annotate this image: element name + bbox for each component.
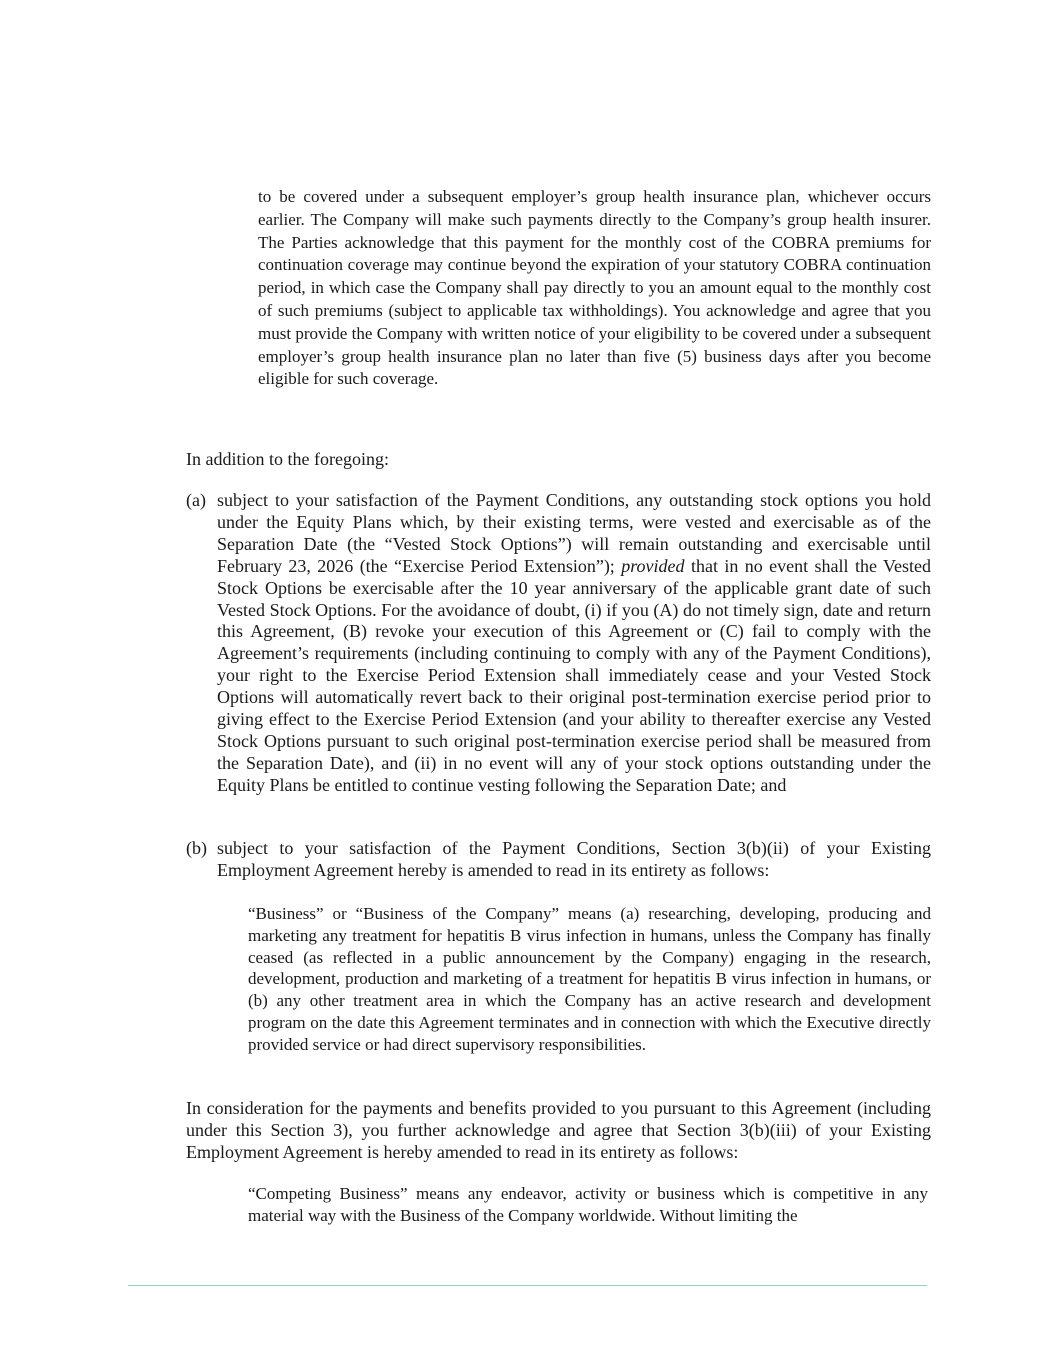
list-item-a-label: (a) <box>186 490 206 510</box>
list-item-a-text <box>217 490 931 797</box>
list-item-a <box>186 490 931 797</box>
list-item-a-text-start: subject to your satisfaction of the Payment Conditions, any outstanding stock options you hold under the Equity Plans which, by their existing terms, were vested and exercisable as of the Separation Date (the “Vested Stock Options”) will remain outstanding and exercisable until February 23, 2026 (the “Exercise Period Extension”); <box>217 490 931 576</box>
list-item-b-label: (b) <box>186 838 207 858</box>
footer-divider <box>128 1285 927 1286</box>
business-definition-quote: “Business” or “Business of the Company” means (a) researching, developing, producing and marketing any treatment for hepatitis B virus infection in humans, unless the Company has finally ceased (as reflected in a public announcement by the Company) engaging in the research, development, production and marketing of a treatment for hepatitis B virus infection in humans, or (b) any other treatment area in which the Company has an active research and development program on the date this Agreement terminates and in connection with which the Executive directly provided service or had direct supervisory responsibilities. <box>248 904 931 1054</box>
competing-business-quote: “Competing Business” means any endeavor, activity or business which is competitive in any material way with the Business of the Company worldwide. Without limiting the <box>248 1184 928 1225</box>
continued-paragraph: to be covered under a subsequent employer’s group health insurance plan, whichever occurs earlier. The Company will make such payments directly to the Company’s group health insurer. The Parties acknowledge that this payment for the monthly cost of the COBRA premiums for continuation coverage may continue beyond the expiration of your statutory COBRA continuation period, in which case the Company shall pay directly to you an amount equal to the monthly cost of such premiums (subject to applicable tax withholdings). You acknowledge and agree that you must provide the Company with written notice of your eligibility to be covered under a subsequent employer’s group health insurance plan no later than five (5) business days after you become eligible for such coverage. <box>258 187 931 389</box>
list-item-a-text-end: that in no event shall the Vested Stock Options be exercisable after the 10 year anniversary of the applicable grant date of such Vested Stock Options. For the avoidance of doubt, (i) if you (A) do not timely sign, date and return this Agreement, (B) revoke your execution of this Agreement or (C) fail to comply with the Agreement’s requirements (including continuing to comply with any of the Payment Conditions), your right to the Exercise Period Extension shall immediately cease and your Vested Stock Options will automatically revert back to their original post-termination exercise period prior to giving effect to the Exercise Period Extension (and your ability to thereafter exercise any Vested Stock Options pursuant to such original post-termination exercise period shall be measured from the Separation Date), and (ii) in no event will any of your stock options outstanding under the Equity Plans be entitled to continue vesting following the Separation Date; and <box>217 555 931 795</box>
list-item-b-text: subject to your satisfaction of the Payment Conditions, Section 3(b)(ii) of your Existing Employment Agreement hereby is amended to read in its entirety as follows: <box>217 838 931 880</box>
provided-italic: provided <box>621 555 685 576</box>
intro-line: In addition to the foregoing: <box>186 449 389 469</box>
consideration-paragraph: In consideration for the payments and benefits provided to you pursuant to this Agreement (including under this Section 3), you further acknowledge and agree that Section 3(b)(iii) of your Existing Employment Agreement is hereby amended to read in its entirety as follows: <box>186 1098 931 1162</box>
list-item-b <box>186 838 931 882</box>
